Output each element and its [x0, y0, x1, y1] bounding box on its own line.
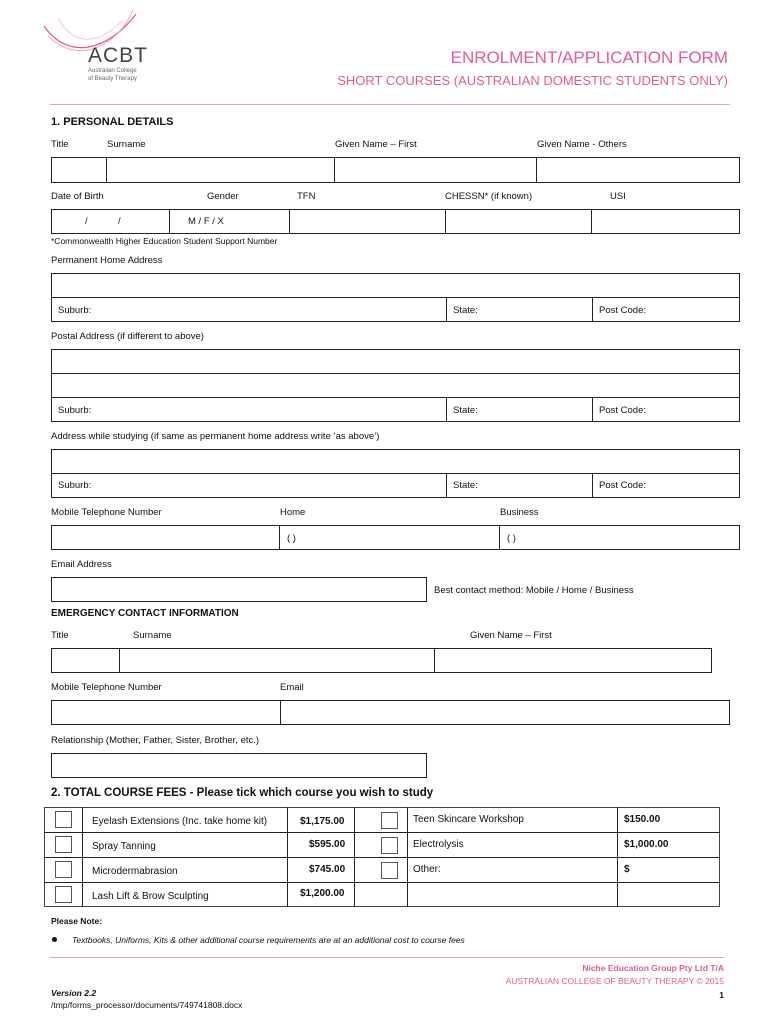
logo-name: ACBT — [88, 44, 149, 67]
chessn-field[interactable] — [591, 209, 592, 234]
perm-postcode-divider — [592, 297, 593, 322]
name-row — [51, 157, 740, 183]
header-divider — [50, 104, 730, 105]
label-given-first: Given Name – First — [335, 139, 417, 150]
postal-postcode-divider — [592, 397, 593, 422]
perm-address-divider — [51, 297, 740, 298]
postal-state-divider — [446, 397, 447, 422]
course-electrolysis: Electrolysis — [413, 839, 464, 850]
em-surname-field[interactable] — [434, 648, 435, 673]
bullet-icon — [52, 937, 57, 942]
em-relationship-field[interactable] — [51, 753, 427, 778]
tick-other-checkbox[interactable] — [381, 862, 398, 879]
label-chessn: CHESSN* (if known) — [445, 191, 533, 202]
study-line — [51, 473, 740, 474]
course-eyelash: Eyelash Extensions (Inc. take home kit) — [92, 816, 268, 827]
phone-row — [51, 525, 740, 550]
note-heading: Please Note: — [51, 916, 103, 926]
footer-version: Version 2.2 — [51, 988, 97, 998]
postal-line-2 — [51, 397, 740, 398]
course-lash: Lash Lift & Brow Sculpting — [92, 891, 209, 902]
em-label-mobile: Mobile Telephone Number — [51, 682, 162, 693]
mobile-field[interactable] — [279, 525, 280, 550]
em-title-field[interactable] — [119, 648, 120, 673]
price-spray: $595.00 — [309, 839, 346, 850]
price-teen: $150.00 — [624, 814, 661, 825]
given-first-field[interactable] — [536, 157, 537, 183]
footer-company: Niche Education Group Pty Ltd T/A — [582, 963, 724, 973]
em-label-given: Given Name – First — [470, 630, 552, 641]
logo-sub1: Australian College — [88, 68, 137, 74]
dob-row — [51, 209, 740, 234]
logo — [38, 6, 148, 86]
postal-line-1 — [51, 373, 740, 374]
label-dob: Date of Birth — [51, 191, 104, 202]
label-home: Home — [280, 507, 306, 518]
label-given-others: Given Name - Others — [537, 139, 627, 150]
price-eyelash: $1,175.00 — [300, 816, 345, 827]
dob-slash-1: / — [85, 216, 88, 227]
course-teen: Teen Skincare Workshop — [413, 814, 524, 825]
label-business: Business — [500, 507, 539, 518]
tick-lash-checkbox[interactable] — [55, 886, 72, 903]
surname-field[interactable] — [334, 157, 335, 183]
title-field[interactable] — [106, 157, 107, 183]
tfn-field[interactable] — [445, 209, 446, 234]
email-field[interactable] — [51, 577, 427, 602]
study-state-divider — [446, 473, 447, 498]
personal-heading: 1. PERSONAL DETAILS — [51, 116, 174, 128]
gender-field[interactable] — [289, 209, 290, 234]
price-micro: $745.00 — [309, 864, 346, 875]
label-postal-address: Postal Address (if different to above) — [51, 331, 204, 342]
tick-teen-checkbox[interactable] — [381, 812, 398, 829]
dob-field[interactable] — [169, 209, 170, 234]
em-name-row — [51, 648, 712, 673]
label-surname: Surname — [107, 139, 146, 150]
tick-eyelash-checkbox[interactable] — [55, 811, 72, 828]
fees-heading: 2. TOTAL COURSE FEES - Please tick which course you wish to study — [51, 787, 434, 799]
perm-state-divider — [446, 297, 447, 322]
study-state-label: State: — [453, 480, 478, 491]
postal-postcode-label: Post Code: — [599, 405, 646, 416]
course-micro: Microdermabrasion — [92, 866, 178, 877]
study-postcode-divider — [592, 473, 593, 498]
perm-postcode-label: Post Code: — [599, 305, 646, 316]
logo-sub2: of Beauty Therapy — [88, 76, 137, 82]
em-mobile-field[interactable] — [280, 700, 281, 725]
dob-slash-2: / — [118, 216, 121, 227]
home-paren: ( ) — [287, 533, 296, 544]
label-study-address: Address while studying (if same as permanent home address write ‘as above’) — [51, 431, 380, 442]
business-paren: ( ) — [507, 533, 516, 544]
label-email: Email Address — [51, 559, 112, 570]
chessn-note: *Commonwealth Higher Education Student Support Number — [51, 236, 278, 246]
emergency-heading: EMERGENCY CONTACT INFORMATION — [51, 608, 239, 619]
em-contact-row — [51, 700, 730, 725]
em-label-relationship: Relationship (Mother, Father, Sister, Brother, etc.) — [51, 735, 260, 746]
study-postcode-label: Post Code: — [599, 480, 646, 491]
footer-divider — [50, 957, 724, 958]
tick-micro-checkbox[interactable] — [55, 861, 72, 878]
price-lash: $1,200.00 — [300, 888, 345, 899]
tick-spray-checkbox[interactable] — [55, 836, 72, 853]
home-phone-field[interactable] — [499, 525, 500, 550]
gender-options: M / F / X — [188, 216, 224, 227]
label-gender: Gender — [207, 191, 239, 202]
label-mobile: Mobile Telephone Number — [51, 507, 162, 518]
label-tfn: TFN — [297, 191, 316, 202]
page-subtitle: SHORT COURSES (AUSTRALIAN DOMESTIC STUDENTS ONLY) — [337, 73, 728, 88]
best-contact: Best contact method: Mobile / Home / Business — [434, 585, 634, 596]
footer-path: /tmp/forms_processor/documents/749741808.docx — [51, 1000, 243, 1010]
em-label-email: Email — [280, 682, 304, 693]
note-bullet: Textbooks, Uniforms, Kits & other additional course requirements are at an additional cost to course fees — [72, 935, 465, 945]
tick-electrolysis-checkbox[interactable] — [381, 837, 398, 854]
perm-state-label: State: — [453, 305, 478, 316]
course-spray: Spray Tanning — [92, 841, 156, 852]
label-perm-address: Permanent Home Address — [51, 255, 163, 266]
label-usi: USI — [610, 191, 626, 202]
postal-state-label: State: — [453, 405, 478, 416]
footer-page-number: 1 — [719, 990, 724, 1000]
page-title: ENROLMENT/APPLICATION FORM — [450, 48, 728, 67]
perm-suburb-label: Suburb: — [58, 305, 92, 316]
postal-suburb-label: Suburb: — [58, 405, 92, 416]
em-label-title: Title — [51, 630, 69, 641]
price-electrolysis: $1,000.00 — [624, 839, 669, 850]
label-title: Title — [51, 139, 69, 150]
em-label-surname: Surname — [133, 630, 172, 641]
study-suburb-label: Suburb: — [58, 480, 92, 491]
footer-college: AUSTRALIAN COLLEGE OF BEAUTY THERAPY © 2015 — [505, 976, 724, 986]
price-other: $ — [624, 864, 630, 875]
fees-table — [44, 807, 720, 907]
course-other: Other: — [413, 864, 441, 875]
